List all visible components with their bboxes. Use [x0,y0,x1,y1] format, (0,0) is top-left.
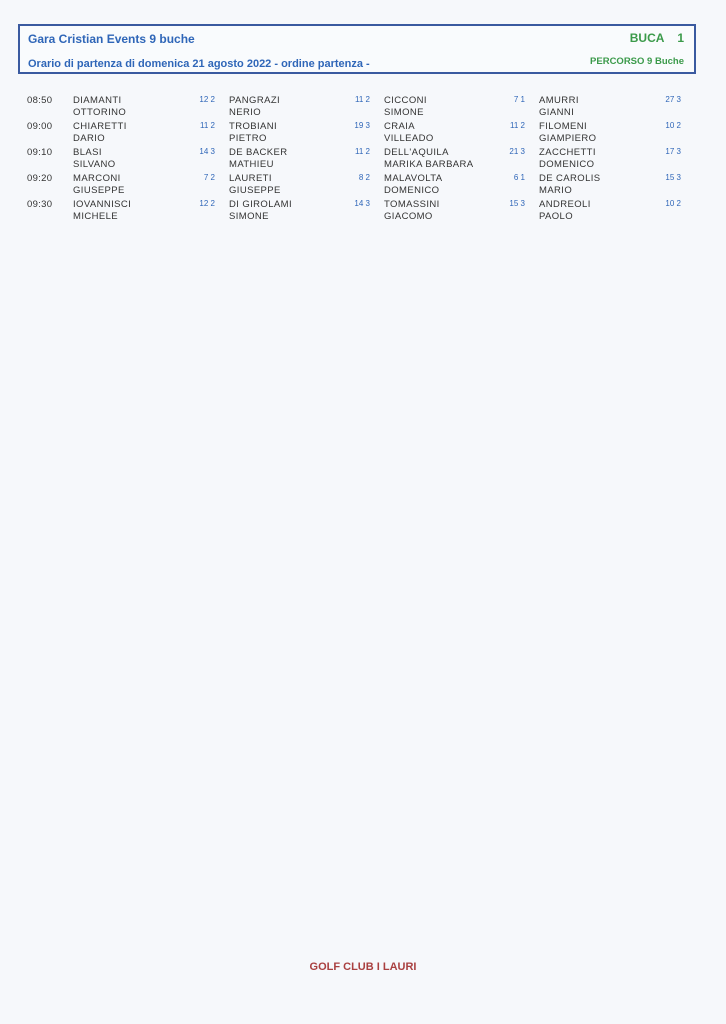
player-entry [539,95,579,119]
tee-time: 09:30 [27,199,53,210]
player-surname: DIAMANTI [73,95,122,106]
tee-time-row [0,199,726,225]
player-surname: AMURRI [539,95,579,106]
player-name: VILLEADO [384,133,434,144]
player-entry [384,121,434,145]
tee-times-list [0,95,726,225]
player-entry [73,95,126,119]
player-name: GIANNI [539,107,575,118]
tee-time-row [0,173,726,199]
player-handicap: 10 2 [665,199,681,208]
player-entry [539,199,591,223]
player-handicap: 11 2 [510,121,525,130]
player-entry [229,199,292,223]
hole-label: BUCA 1 [629,31,684,45]
player-name: SILVANO [73,159,116,170]
header-box [18,24,696,74]
player-entry [229,147,288,171]
player-entry [539,147,596,171]
player-surname: TOMASSINI [384,199,440,210]
player-surname: DE BACKER [229,147,288,158]
player-handicap: 14 3 [354,199,370,208]
player-handicap: 8 2 [358,173,370,182]
player-name: OTTORINO [73,107,127,118]
player-handicap: 19 3 [354,121,370,130]
player-entry [384,147,474,171]
player-name: PAOLO [539,211,574,222]
event-subtitle: Orario di partenza di domenica 21 agosto 2022 - ordine partenza - [28,58,370,70]
player-entry [384,173,443,197]
player-surname: MALAVOLTA [384,173,443,184]
tee-time-row [0,147,726,173]
tee-time: 09:20 [27,173,53,184]
player-entry [73,173,125,197]
player-name: NERIO [229,107,262,118]
player-handicap: 7 2 [203,173,215,182]
player-entry [384,199,440,223]
player-entry [73,121,127,145]
player-name: DOMENICO [539,159,595,170]
player-entry [539,173,601,197]
tee-time: 08:50 [27,95,53,106]
player-handicap: 10 2 [665,121,681,130]
player-name: GIACOMO [384,211,433,222]
player-handicap: 11 2 [355,147,370,156]
player-surname: FILOMENI [539,121,588,132]
player-surname: DE CAROLIS [539,173,601,184]
club-name: GOLF CLUB I LAURI [309,961,417,973]
player-name: PIETRO [229,133,267,144]
player-name: DOMENICO [384,185,440,196]
player-handicap: 11 2 [200,121,215,130]
player-name: SIMONE [229,211,269,222]
player-entry [229,121,277,145]
player-surname: BLASI [73,147,102,158]
player-surname: DELL'AQUILA [384,147,449,158]
player-entry [229,95,280,119]
player-name: GIAMPIERO [539,133,597,144]
player-surname: DI GIROLAMI [229,199,292,210]
player-name: MATHIEU [229,159,274,170]
player-entry [384,95,427,119]
player-entry [539,121,596,145]
course-label: PERCORSO 9 Buche [590,56,684,67]
player-handicap: 15 3 [509,199,525,208]
player-handicap: 17 3 [665,147,681,156]
player-handicap: 12 2 [199,95,215,104]
player-handicap: 11 2 [355,95,370,104]
player-handicap: 21 3 [509,147,525,156]
tee-time-row [0,95,726,121]
player-surname: ZACCHETTI [539,147,596,158]
player-surname: TROBIANI [229,121,278,132]
player-handicap: 7 1 [513,95,525,104]
player-surname: CRAIA [384,121,416,132]
player-name: MICHELE [73,211,119,222]
player-name: GIUSEPPE [73,185,125,196]
player-name: MARIKA BARBARA [384,159,474,170]
player-name: MARIO [539,185,573,196]
player-surname: MARCONI [73,173,121,184]
player-surname: CHIARETTI [73,121,127,132]
player-handicap: 27 3 [665,95,681,104]
player-handicap: 12 2 [199,199,215,208]
player-name: DARIO [73,133,106,144]
event-title: Gara Cristian Events 9 buche [28,32,195,46]
player-surname: CICCONI [384,95,427,106]
player-entry [73,147,116,171]
player-name: SIMONE [384,107,424,118]
player-handicap: 14 3 [199,147,215,156]
player-surname: ANDREOLI [539,199,591,210]
player-name: GIUSEPPE [229,185,281,196]
player-handicap: 6 1 [513,173,525,182]
player-surname: PANGRAZI [229,95,281,106]
player-handicap: 15 3 [665,173,681,182]
tee-time: 09:10 [27,147,53,158]
player-surname: LAURETI [229,173,272,184]
tee-time: 09:00 [27,121,53,132]
player-surname: IOVANNISCI [73,199,132,210]
tee-time-row [0,121,726,147]
player-entry [229,173,281,197]
player-entry [73,199,131,223]
